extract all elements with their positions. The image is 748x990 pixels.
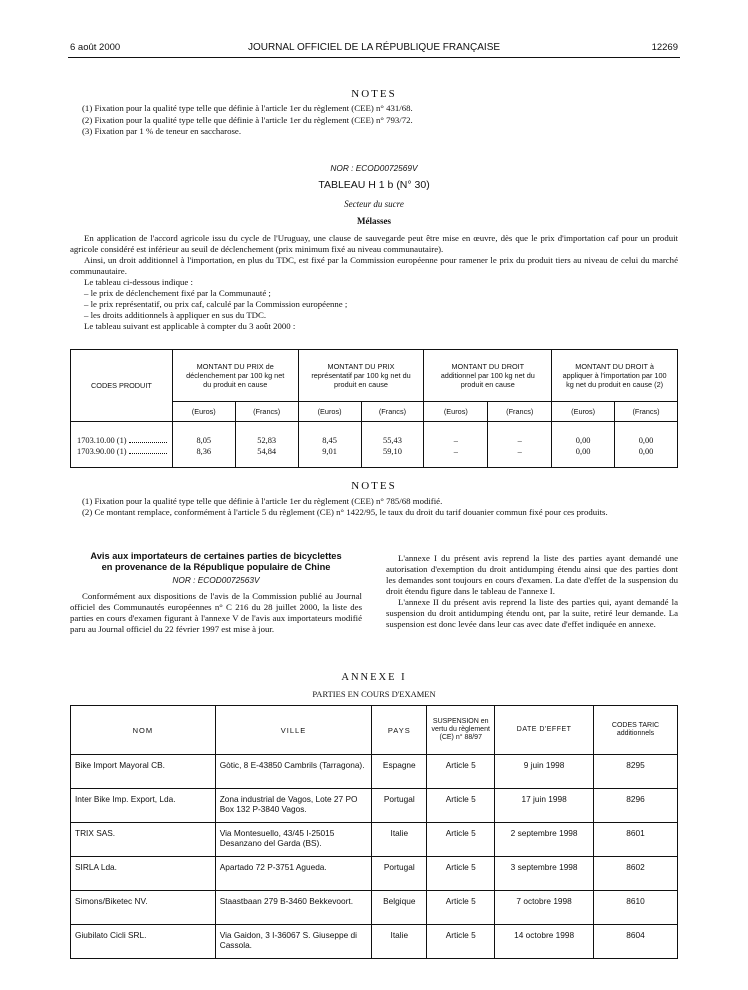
avis-nor: NOR : ECOD0072563V <box>172 575 260 585</box>
cell-taric: 8610 <box>594 891 678 925</box>
paragraph: Le tableau ci-dessous indique : <box>84 277 193 287</box>
leader-dots <box>129 442 167 443</box>
note-item: (1) Fixation pour la qualité type telle que définie à l'article 1er du règlement (CEE) n° 431/68. <box>82 103 413 113</box>
cell-nom: TRIX SAS. <box>71 823 216 857</box>
avis-title-line: en provenance de la République populaire de Chine <box>101 562 331 572</box>
col-date-effet: DATE D'EFFET <box>495 706 594 755</box>
note-item: (2) Fixation pour la qualité type telle que définie à l'article 1er du règlement (CEE) n° 793/72. <box>82 114 413 125</box>
value-cell: 52,83 54,84 <box>235 422 298 468</box>
cell-pays: Portugal <box>372 857 427 891</box>
cell-ville: Gòtic, 8 E-43850 Cambrils (Tarragona). <box>215 755 372 789</box>
cell-date: 9 juin 1998 <box>495 755 594 789</box>
col-prix-declenchement: MONTANT DU PRIX de déclenchement par 100 kg net du produit en cause <box>172 350 298 402</box>
col-nom: NOM <box>71 706 216 755</box>
unit-header: (Francs) <box>361 402 424 422</box>
cell-pays: Italie <box>372 925 427 951</box>
annexe-table <box>70 705 678 959</box>
unit-header: (Francs) <box>235 402 298 422</box>
list-item: – le prix de déclenchement fixé par la Communauté ; <box>84 288 271 298</box>
cell-ville: Apartado 72 P-3751 Agueda. <box>215 857 372 891</box>
avis-title <box>70 551 362 573</box>
value-cell: – – <box>424 422 488 468</box>
price-table <box>70 349 678 468</box>
cell-suspension: Article 5 <box>427 823 495 857</box>
page-number: 12269 <box>651 42 678 53</box>
table-row <box>77 435 172 446</box>
unit-header: (Francs) <box>615 402 678 422</box>
col-ville: VILLE <box>215 706 372 755</box>
avis-paragraph: Conformément aux dispositions de l'avis de la Commission publié au Journal officiel des Communautés européennes n° C 216 du 28 juillet 2000, la liste des parties en cours d'examen figurant à l'annexe V de l'avis aux importateurs modifié paru au Journal officiel du 22 février 1997 est mise à jour. <box>70 591 362 634</box>
cell-date: 14 octobre 1998 <box>495 925 594 951</box>
unit-header: (Euros) <box>552 402 615 422</box>
value-cell: 0,00 0,00 <box>552 422 615 468</box>
cell-pays: Belgique <box>372 891 427 925</box>
header-rule <box>68 57 680 58</box>
unit-header: (Euros) <box>298 402 361 422</box>
table-continuation <box>71 950 678 959</box>
table-row <box>71 925 678 951</box>
table-body <box>71 422 678 468</box>
cell-pays: Italie <box>372 823 427 857</box>
cell-nom: Bike Import Mayoral CB. <box>71 755 216 789</box>
cell-taric: 8602 <box>594 857 678 891</box>
avis-paragraph: L'annexe I du présent avis reprend la liste des parties ayant demandé une autorisation d'exemption du droit antidumping étendu ainsi que des parties dont les demandes sont toujours en cours d'examen. La date d'effet de la suspension du droit étendu figure dans le tableau de l'annexe I. <box>386 553 678 596</box>
cell-ville: Via Gaidon, 3 I-36067 S. Giuseppe di Cassola. <box>215 925 372 951</box>
paragraph: En application de l'accord agricole issu du cycle de l'Uruguay, une clause de sauvegarde peut être mise en œuvre, dès que le prix d'importation caf pour un produit agricole considéré est inférieur au seuil de déclenchement (prix minimum fixé au niveau communautaire). <box>70 233 678 254</box>
value-cell: 8,45 9,01 <box>298 422 361 468</box>
col-prix-representatif: MONTANT DU PRIX représentatif par 100 kg net du produit en cause <box>298 350 424 402</box>
cell-taric: 8601 <box>594 823 678 857</box>
col-codes-taric: CODES TARIC additionnels <box>594 706 678 755</box>
cell-date: 2 septembre 1998 <box>495 823 594 857</box>
cell-ville: Staastbaan 279 B-3460 Bekkevoort. <box>215 891 372 925</box>
annexe-subtitle: PARTIES EN COURS D'EXAMEN <box>312 689 436 699</box>
table-row <box>71 755 678 789</box>
cell-suspension: Article 5 <box>427 891 495 925</box>
notes-list <box>70 496 678 518</box>
cell-ville: Via Montesuello, 43/45 I-25015 Desanzano del Garda (BS). <box>215 823 372 857</box>
col-codes-produit: CODES PRODUIT <box>71 350 173 422</box>
cell-suspension: Article 5 <box>427 755 495 789</box>
notes-list <box>82 103 682 138</box>
unit-header: (Francs) <box>488 402 552 422</box>
cell-date: 3 septembre 1998 <box>495 857 594 891</box>
cell-date: 17 juin 1998 <box>495 789 594 823</box>
cell-pays: Portugal <box>372 789 427 823</box>
cell-taric: 8604 <box>594 925 678 951</box>
cell-suspension: Article 5 <box>427 789 495 823</box>
table-title: TABLEAU H 1 b (N° 30) <box>318 179 430 191</box>
cell-date: 7 octobre 1998 <box>495 891 594 925</box>
col-droit-importation: MONTANT DU DROIT à appliquer à l'importation par 100 kg net du produit en cause (2) <box>552 350 678 402</box>
list-item: – les droits additionnels à appliquer en sus du TDC. <box>84 310 267 320</box>
col-suspension: SUSPENSION en vertu du règlement (CE) n° 88/97 <box>427 706 495 755</box>
cell-nom: Giubilato Cicli SRL. <box>71 925 216 951</box>
paragraph: Ainsi, un droit additionnel à l'importation, en plus du TDC, est fixé par la Commission européenne pour ramener le prix du produit tiers au niveau de celui du marché communautaire. <box>70 255 678 276</box>
paragraph: Le tableau suivant est applicable à compter du 3 août 2000 : <box>84 321 296 331</box>
cell-suspension: Article 5 <box>427 925 495 951</box>
table-row <box>77 446 172 457</box>
notes-title: NOTES <box>351 88 397 100</box>
col-pays: PAYS <box>372 706 427 755</box>
avis-title-line: Avis aux importateurs de certaines parties de bicyclettes <box>90 551 342 561</box>
journal-title: JOURNAL OFFICIEL DE LA RÉPUBLIQUE FRANÇAISE <box>247 42 501 53</box>
notes-title: NOTES <box>351 480 397 492</box>
unit-header: (Euros) <box>172 402 235 422</box>
value-cell: 55,43 59,10 <box>361 422 424 468</box>
header-date: 6 août 2000 <box>70 42 121 53</box>
leader-dots <box>129 453 167 454</box>
table-row <box>71 823 678 857</box>
annexe-title: ANNEXE I <box>341 672 407 683</box>
note-item: (1) Fixation pour la qualité type telle que définie à l'article 1er du règlement (CEE) n° 785/68 modifié. <box>82 496 443 506</box>
codes-cell <box>71 422 173 468</box>
avis-paragraph: L'annexe II du présent avis reprend la liste des parties qui, ayant demandé la suspension du droit antidumping étendu ont, par la suite, retiré leur demande. La suspension est donc levée dans leur cas avec date d'effet indiquée en annexe. <box>386 597 678 629</box>
cell-taric: 8295 <box>594 755 678 789</box>
unit-header: (Euros) <box>424 402 488 422</box>
cell-suspension: Article 5 <box>427 857 495 891</box>
cell-pays: Espagne <box>372 755 427 789</box>
cell-nom: Inter Bike Imp. Export, Lda. <box>71 789 216 823</box>
nor-reference: NOR : ECOD0072569V <box>330 163 418 173</box>
subject-heading: Mélasses <box>357 216 391 226</box>
table-row <box>71 789 678 823</box>
sector-heading: Secteur du sucre <box>344 199 404 209</box>
avis-right-column <box>386 553 678 630</box>
note-item: (3) Fixation par 1 % de teneur en saccharose. <box>82 126 242 136</box>
product-code: 1703.10.00 (1) <box>77 436 127 445</box>
cell-ville: Zona industrial de Vagos, Lote 27 PO Box 132 P-3840 Vagos. <box>215 789 372 823</box>
table-row <box>71 857 678 891</box>
product-code: 1703.90.00 (1) <box>77 447 127 456</box>
cell-nom: SIRLA Lda. <box>71 857 216 891</box>
value-cell: 0,00 0,00 <box>615 422 678 468</box>
value-cell: 8,05 8,36 <box>172 422 235 468</box>
list-item: – le prix représentatif, ou prix caf, calculé par la Commission européenne ; <box>84 299 348 309</box>
intro-text <box>70 233 678 332</box>
cell-taric: 8296 <box>594 789 678 823</box>
col-droit-additionnel: MONTANT DU DROIT additionnel par 100 kg net du produit en cause <box>424 350 552 402</box>
avis-left-column <box>70 551 362 635</box>
note-item: (2) Ce montant remplace, conformément à l'article 5 du règlement (CE) n° 1422/95, le taux du droit du tarif douanier commun fixé pour ces produits. <box>82 507 608 517</box>
table-row <box>71 891 678 925</box>
value-cell: – – <box>488 422 552 468</box>
cell-nom: Simons/Biketec NV. <box>71 891 216 925</box>
